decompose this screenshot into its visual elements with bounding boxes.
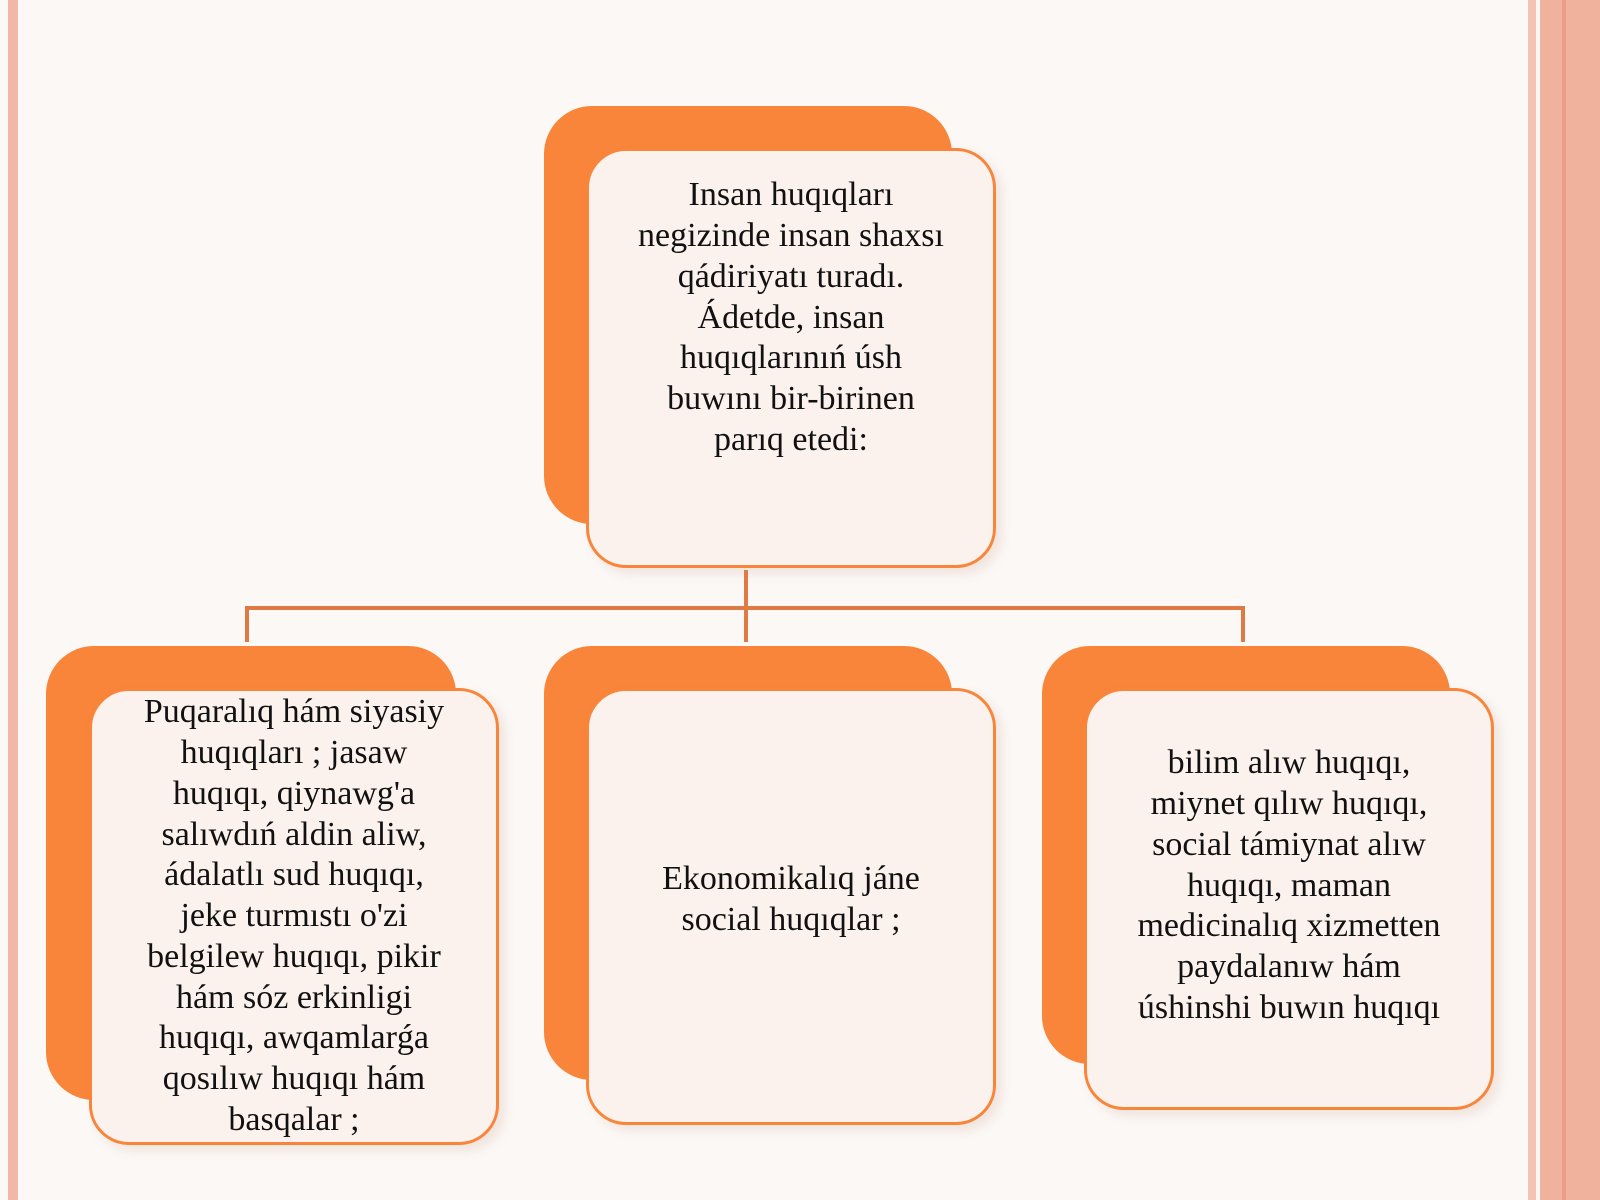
child-node-right bbox=[1042, 646, 1494, 1112]
child-node-middle bbox=[544, 646, 996, 1127]
child-node-left bbox=[46, 646, 500, 1147]
child-node-right-box bbox=[1084, 688, 1494, 1110]
child-node-middle-box bbox=[586, 688, 996, 1125]
child-node-left-text: Puqaralıq hám siyasiy huqıqları ; jasaw huqıqı, qiynawg'a salıwdıń aldin aliw, ádalatlı sud huqıqı, jeke turmıstı o'zi belgilew huqıqı, pikir hám sóz erkinligi huqıqı, awqamlarǵa qosılıw huqıqı hám basqalar ; bbox=[143, 693, 445, 1139]
child-node-left-box bbox=[89, 688, 499, 1145]
top-node bbox=[544, 106, 996, 571]
child-node-right-text: bilim alıw huqıqı, miynet qılıw huqıqı, social támiynat alıw huqıqı, maman medicinalıq xizmetten paydalanıw hám úshinshi buwın huqıqı bbox=[1137, 744, 1441, 1026]
top-node-text: Insan huqıqları negizinde insan shaxsı qádiriyatı turadı. Ádetde, insan huqıqlarınıń úsh buwını bir-birinen parıq etedi: bbox=[638, 176, 944, 458]
child-node-middle-text: Ekonomikalıq jáne social huqıqlar ; bbox=[662, 859, 920, 938]
top-node-box bbox=[586, 148, 996, 568]
